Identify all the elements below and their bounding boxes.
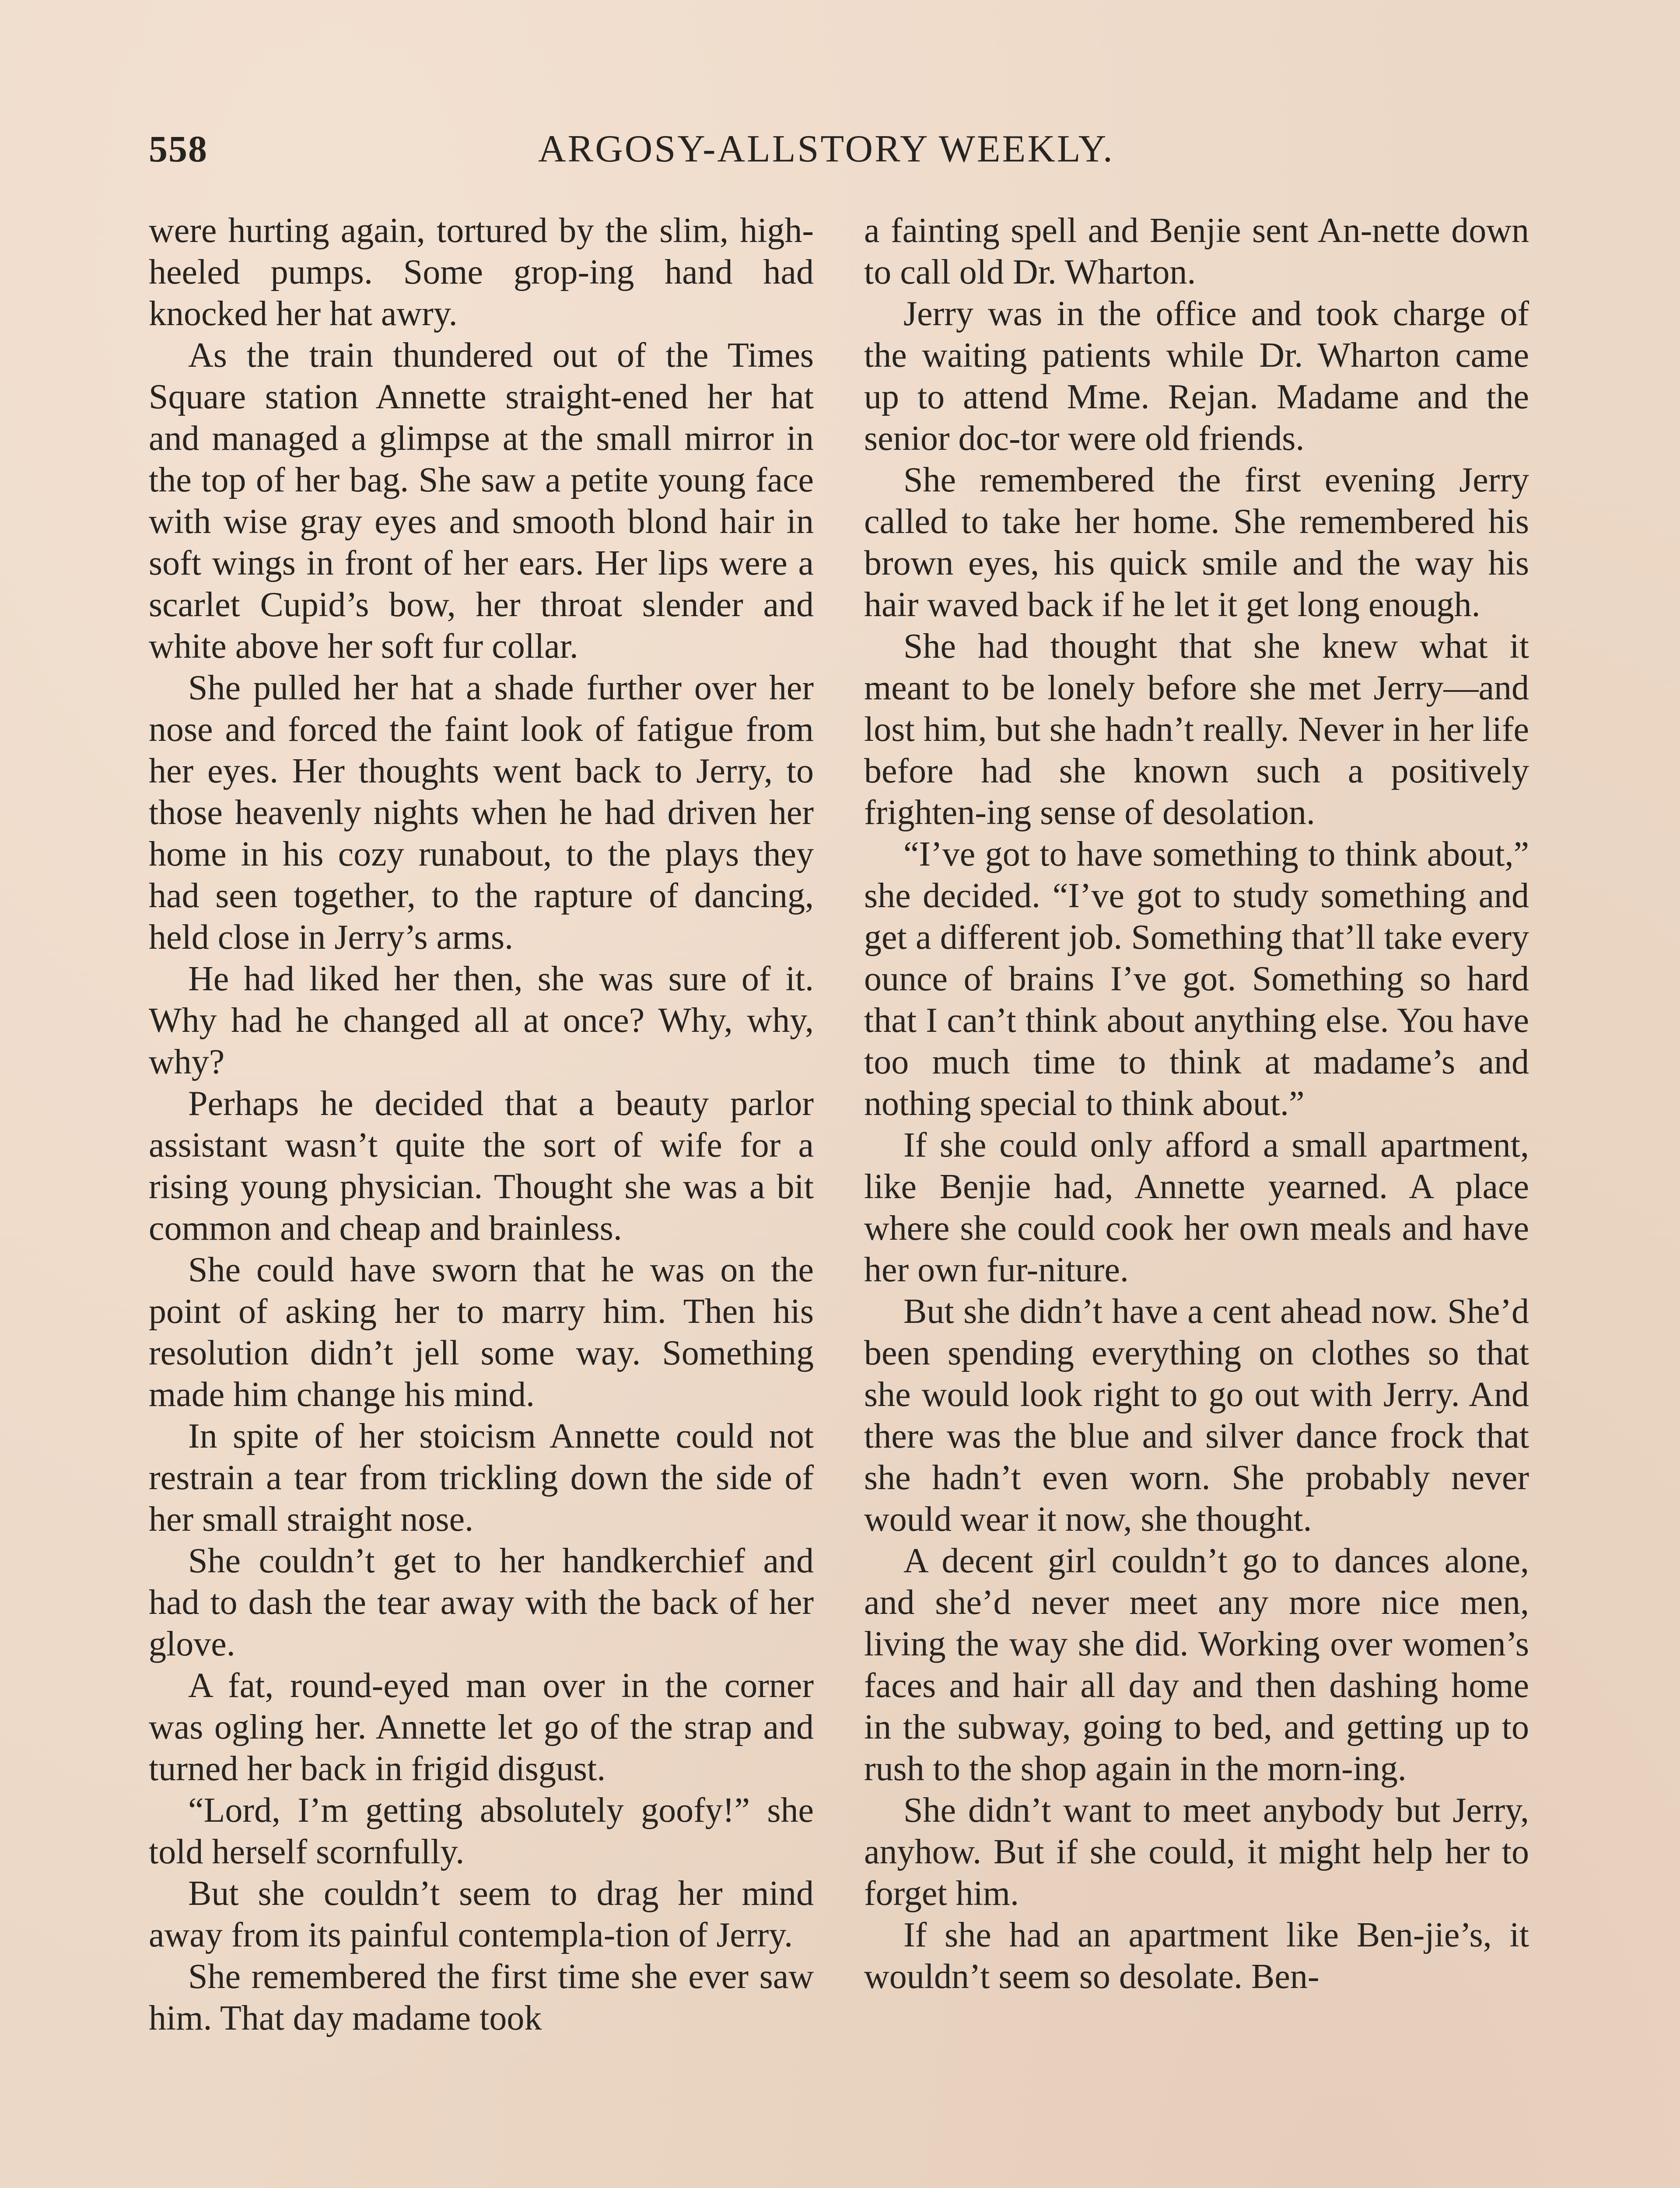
text-column-left [149,210,814,2188]
paragraph: If she had an apartment like Ben-jie’s, it wouldn’t seem so desolate. Ben- [864,1916,1529,1996]
paragraph: Jerry was in the office and took charge of the waiting patients while Dr. Wharton came up to attend Mme. Rejan. Madame and the senior doc-tor were old friends. [864,295,1529,458]
page-header [149,127,1531,188]
paragraph: She pulled her hat a shade further over her nose and forced the faint look of fatigue from her eyes. Her thoughts went back to Jerry, to those heavenly nights when he had driven her home in his cozy runabout, to the plays they had seen together, to the rapture of dancing, held close in Jerry’s arms. [149,669,814,957]
paragraph: a fainting spell and Benjie sent An-nette down to call old Dr. Wharton. [864,211,1529,291]
paragraph: A decent girl couldn’t go to dances alone, and she’d never meet any more nice men, living the way she did. Working over women’s faces and hair all day and then dashing home in the subway, going to bed, and getting up to rush to the shop again in the morn-ing. [864,1542,1529,1788]
paragraph: He had liked her then, she was sure of it. Why had he changed all at once? Why, why, why? [149,960,814,1081]
paragraph: In spite of her stoicism Annette could not restrain a tear from trickling down the side of her small straight nose. [149,1417,814,1539]
running-title: ARGOSY-ALLSTORY WEEKLY. [538,128,1114,170]
page-number: 558 [149,128,208,170]
paragraph: But she didn’t have a cent ahead now. She’d been spending everything on clothes so that she would look right to go out with Jerry. And there was the blue and silver dance frock that she hadn’t even worn. She probably never would wear it now, she thought. [864,1292,1529,1539]
paragraph: She remembered the first evening Jerry called to take her home. She remembered his brown eyes, his quick smile and the way his hair waved back if he let it get long enough. [864,461,1529,624]
paragraph: She didn’t want to meet anybody but Jerry, anyhow. But if she could, it might help her to forget him. [864,1791,1529,1913]
paragraph: Perhaps he decided that a beauty parlor assistant wasn’t quite the sort of wife for a rising young physician. Thought she was a bit common and cheap and brainless. [149,1084,814,1248]
paragraph: A fat, round-eyed man over in the corner was ogling her. Annette let go of the strap and turned her back in frigid disgust. [149,1666,814,1788]
paragraph: If she could only afford a small apartment, like Benjie had, Annette yearned. A place where she could cook her own meals and have her own fur-niture. [864,1126,1529,1289]
paragraph: But she couldn’t seem to drag her mind away from its painful contempla-tion of Jerry. [149,1874,814,1954]
paragraph: She couldn’t get to her handkerchief and had to dash the tear away with the back of her glove. [149,1542,814,1663]
text-column-right [864,210,1529,2188]
paragraph: She remembered the first time she ever saw him. That day madame took [149,1957,814,2037]
paragraph: “I’ve got to have something to think about,” she decided. “I’ve got to study something and get a different job. Something that’ll take every ounce of brains I’ve got. Something so hard that I can’t think about anything else. You have too much time to think at madame’s and nothing special to think about.” [864,835,1529,1123]
paragraph: She had thought that she knew what it meant to be lonely before she met Jerry—and lost him, but she hadn’t really. Never in her life before had she known such a positively frighten-ing sense of desolation. [864,627,1529,832]
paragraph: “Lord, I’m getting absolutely goofy!” she told herself scornfully. [149,1791,814,1871]
paragraph: were hurting again, tortured by the slim, high-heeled pumps. Some grop-ing hand had knocked her hat awry. [149,211,814,333]
paragraph: She could have sworn that he was on the point of asking her to marry him. Then his resolution didn’t jell some way. Something made him change his mind. [149,1251,814,1414]
paragraph: As the train thundered out of the Times Square station Annette straight-ened her hat and managed a glimpse at the small mirror in the top of her bag. She saw a petite young face with wise gray eyes and smooth blond hair in soft wings in front of her ears. Her lips were a scarlet Cupid’s bow, her throat slender and white above her soft fur collar. [149,336,814,666]
